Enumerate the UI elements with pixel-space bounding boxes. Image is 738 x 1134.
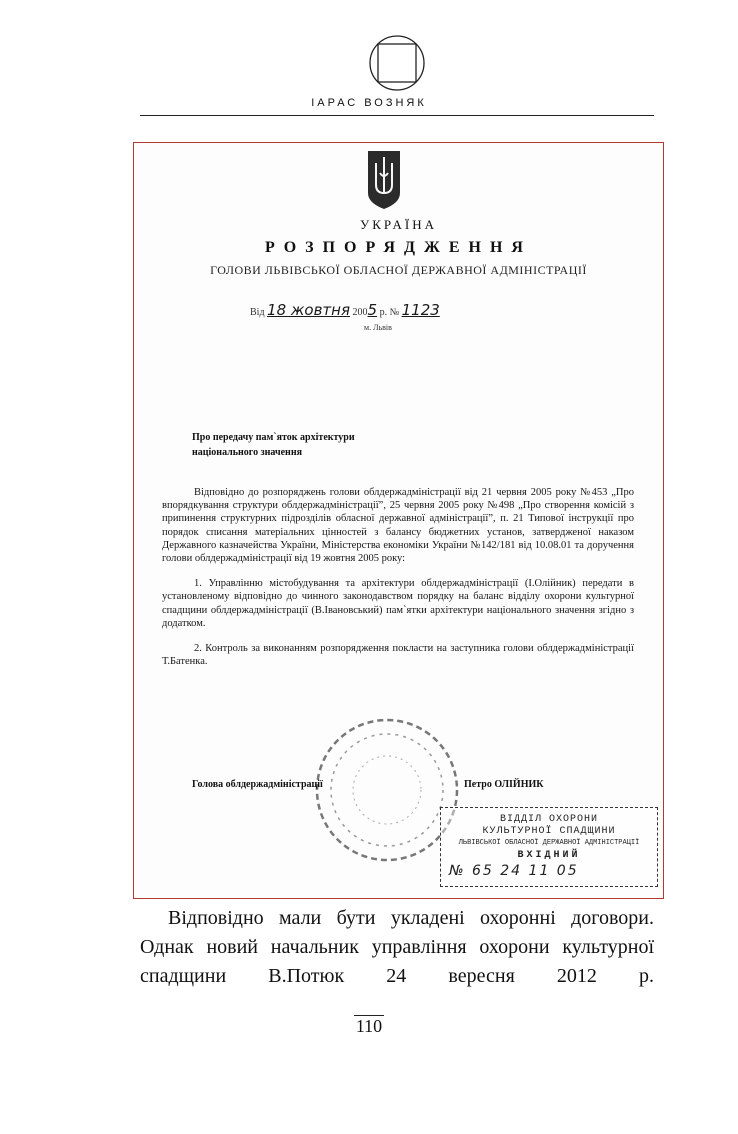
- main-text-content: Відповідно мали бути укладені охоронні договори. Однак новий начальник управління охорони культурної спадщини В.Потюк 24 вересня 2012 р.: [140, 907, 654, 987]
- date-prefix: Від: [250, 307, 265, 318]
- subject: [192, 430, 422, 460]
- date-handwritten: 18 жовтня: [267, 301, 351, 319]
- paragraph-1: Відповідно до розпоряджень голови облдержадміністрації від 21 червня 2005 року №453 „Про впорядкування структури облдержадміністрації”, 25 червня 2005 року №498 „Про створення комісій з припинення структурних підрозділів обласної державної адміністрації”, п. 21 Типової інструкції про порядок списання матеріальних цінностей з балансу бюджетних установ, затвердженої наказом Державного казначейства України, Міністерства економіки України №142/181 від 10.08.01 та доручення голови облдержадміністрації від 19 жовтня 2005 року:: [162, 487, 634, 565]
- date-line: [250, 301, 440, 319]
- year-handwritten: 5: [367, 301, 378, 319]
- document-body: [162, 486, 634, 680]
- page-number: [0, 1016, 738, 1037]
- paragraph-3: 2. Контроль за виконанням розпорядження покласти на заступника голови облдержадміністрації Т.Батенка.: [162, 643, 634, 668]
- page-number-value: 110: [355, 1016, 383, 1036]
- document-type: РОЗПОРЯДЖЕННЯ: [265, 239, 532, 256]
- author-logo-icon: [368, 34, 426, 92]
- stamp-line-3: ЛЬВІВСЬКОЇ ОБЛАСНОЇ ДЕРЖАВНОЇ АДМІНІСТРАЦІЇ: [458, 839, 640, 847]
- year-prefix: 200: [352, 307, 368, 318]
- subject-line-1: Про передачу пам`яток архітектури: [192, 432, 355, 443]
- scanned-document: [133, 142, 664, 899]
- city: м. Львів: [364, 323, 392, 332]
- stamp-line-1: ВІДДІЛ ОХОРОНИ: [499, 814, 598, 825]
- issuer: ГОЛОВИ ЛЬВІВСЬКОЇ ОБЛАСНОЇ ДЕРЖАВНОЇ АДМІНІСТРАЦІЇ: [210, 263, 587, 277]
- signer-title: Голова облдержадміністрації: [192, 779, 323, 790]
- number-prefix: №: [389, 307, 400, 318]
- stamp-line-4: ВХІДНИЙ: [517, 850, 581, 861]
- paragraph-2: 1. Управлінню містобудування та архітектури облдержадміністрації (І.Олійник) передати в установленому відповідно до чинного законодавством порядку на баланс відділу охорони культурної спадщини облдержадміністрації (В.Івановський) пам`ятки архітектури національного значення згідно з додатком.: [162, 578, 634, 629]
- signer-name: Петро ОЛІЙНИК: [464, 779, 544, 790]
- main-text: [140, 904, 654, 991]
- trident-emblem-icon: [366, 149, 402, 211]
- stamp-line-5: № 65 24 11 05: [449, 863, 579, 879]
- year-suffix: р.: [379, 307, 388, 318]
- stamp-line-2: КУЛЬТУРНОЇ СПАДЩИНИ: [482, 826, 616, 837]
- country-name: УКРАЇНА: [360, 217, 437, 232]
- number-handwritten: 1123: [401, 301, 440, 319]
- incoming-stamp: [440, 807, 658, 887]
- header-rule: [140, 115, 654, 116]
- subject-line-2: національного значення: [192, 447, 302, 458]
- running-header-author: ІАРАС ВОЗНЯК: [311, 97, 427, 109]
